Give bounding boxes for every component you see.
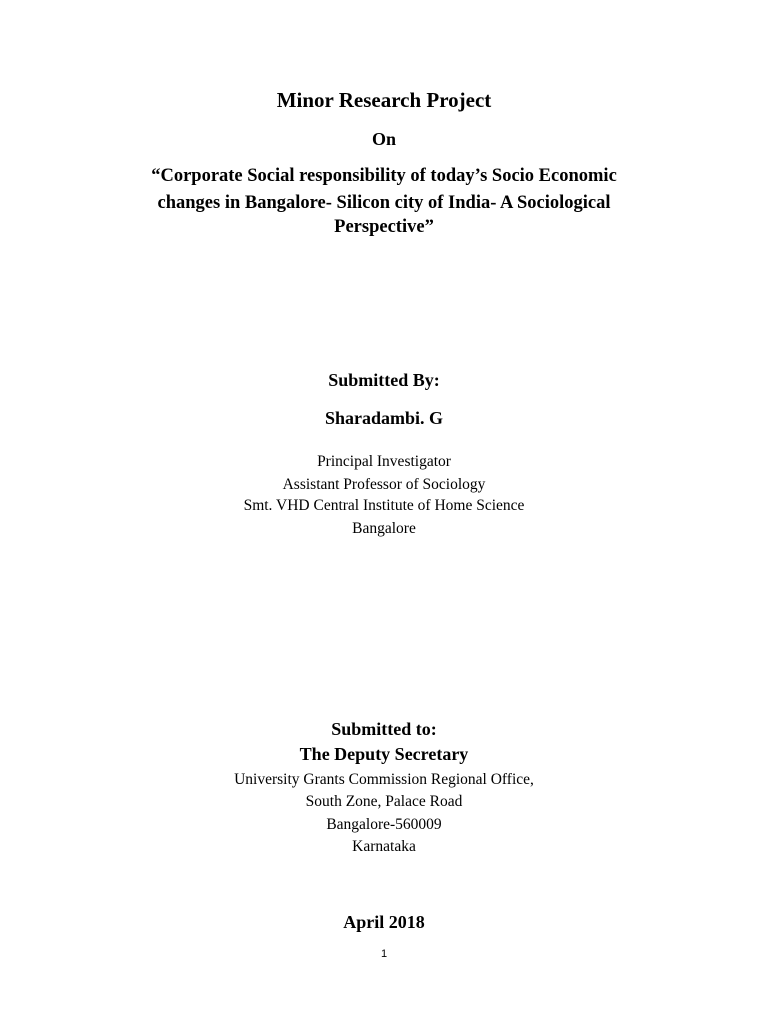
investigator-designation: Assistant Professor of Sociology [282, 476, 486, 493]
submitted-by-heading: Submitted By: [328, 370, 440, 390]
document-title: Minor Research Project [276, 88, 492, 112]
investigator-institute: Smt. VHD Central Institute of Home Science [243, 497, 525, 514]
submission-date: April 2018 [343, 912, 425, 932]
investigator-role: Principal Investigator [317, 453, 451, 470]
title-on-label: On [371, 129, 396, 149]
recipient-address-line-2: South Zone, Palace Road [305, 793, 463, 810]
topic-line-1: “Corporate Social responsibility of today’s Socio Economic [151, 166, 617, 186]
recipient-address-line-4: Karnataka [352, 838, 416, 855]
investigator-name: Sharadambi. G [324, 408, 444, 428]
investigator-city: Bangalore [352, 520, 416, 537]
topic-line-3: Perspective” [334, 217, 434, 237]
recipient-title: The Deputy Secretary [299, 744, 469, 764]
submitted-to-heading: Submitted to: [331, 719, 437, 739]
recipient-address-line-3: Bangalore-560009 [326, 816, 442, 833]
recipient-address-line-1: University Grants Commission Regional Office, [234, 771, 534, 788]
page-number: 1 [380, 948, 388, 960]
topic-line-2: changes in Bangalore- Silicon city of India- A Sociological [157, 193, 611, 213]
